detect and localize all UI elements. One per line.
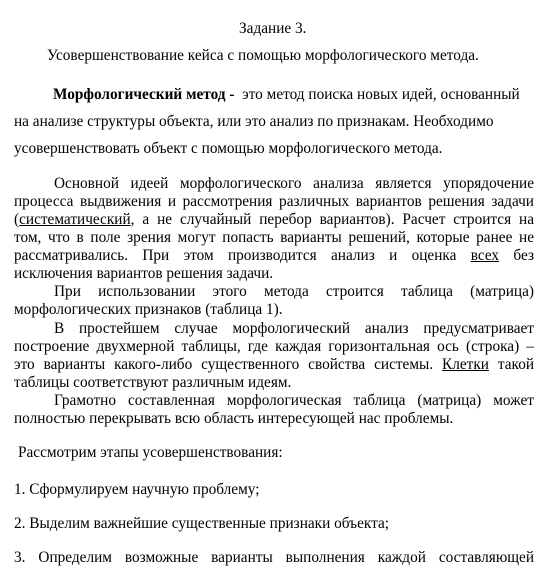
underlined-word-systematic: систематический [19,211,131,228]
underlined-word-cells: Клетки [442,356,489,373]
para1-line-2: процесса выдвижения и рассмотрения различных вариантов решения задачи [14,193,534,210]
para1-l3-a: ( [14,211,20,228]
para3-l3-a: это варианты какого-либо существенного свойства системы. [14,356,434,373]
para3-line-2: построение двухмерной таблицы, где каждая горизонтальная ось (строка) – [14,338,534,355]
para1-l5-a: рассматривались. При этом производится анализ и оценка [14,247,457,264]
para1-line-6: исключения вариантов решения задачи. [14,265,274,282]
para2-line-2: морфологических признаков (таблица 1). [14,301,283,318]
para1-l5-b: без [513,247,535,264]
step-2: 2. Выделим важнейшие существенные признаки объекта; [14,515,390,532]
intro-definition: это метод поиска новых идей, основанный [242,86,520,103]
task-heading: Задание 3. [239,20,307,37]
intro-line-1 [53,86,520,104]
para3-l3-b: такой [497,356,535,373]
para1-l3-b: , а не случайный перебор вариантов). Расчет строится на [130,211,534,228]
underlined-word-all: всех [470,247,500,264]
intro-line-2: на анализе структуры объекта, или это анализ по признакам. Необходимо [14,113,494,130]
para1-line-3 [14,211,534,229]
intro-line-3: усовершенствовать объект с помощью морфологического метода. [14,140,443,157]
intro-term: Морфологический метод - [53,86,235,103]
para1-line-5 [14,247,534,265]
para1-line-1: Основной идеей морфологического анализа является упорядочение [54,175,534,192]
step-1: 1. Сформулируем научную проблему; [14,481,260,498]
para2-line-1: При использовании этого метода строится таблица (матрица) [54,283,534,300]
task-subheading: Усовершенствование кейса с помощью морфологического метода. [47,47,479,64]
stages-title: Рассмотрим этапы усовершенствования: [18,444,283,461]
para3-line-3 [14,356,534,374]
para4-line-2: полностью перекрывать всю область интересующей нас проблемы. [14,410,454,427]
para3-line-4: таблицы соответствуют различным идеям. [14,374,292,391]
para1-line-4: том, что в поле зрения могут попасть варианты решений, которые ранее не [14,229,534,246]
para4-line-1: Грамотно составленная морфологическая таблица (матрица) может [54,392,534,409]
para3-line-1: В простейшем случае морфологический анализ предусматривает [54,320,534,337]
step-3: 3. Определим возможные варианты выполнения каждой составляющей [14,549,534,566]
